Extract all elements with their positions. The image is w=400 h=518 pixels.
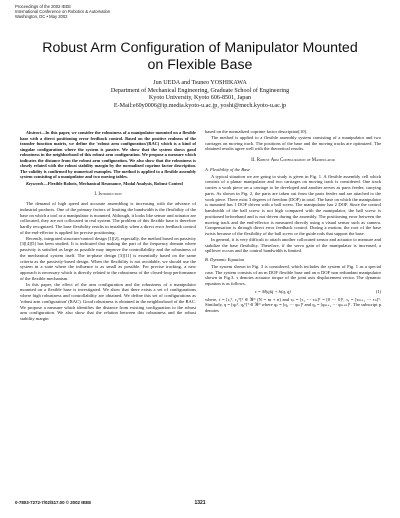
right-paragraph-4: The system shown in Fig. 3 is considered, which includes the system of Fig. 1 as a special case. The system consists of an m DOF flexible base and an n DOF non redundant manipulator shown in Fig.3. τ denotes actuator torque of the joint axis displacement vector. The dynamic equation is as follows, — [205, 263, 381, 286]
abstract-text: In this paper, we consider the robustness of a manipulator mounted on a flexible base with a direct positioning error feedback control. Based on the positive realness of the transfer function matrix, we define the 'robust arm configuration'(RAC) which is a kind of singular configuration where the system is passive. We show that the system shows good robustness in the neighborhood of this robust arm configuration. We propose a measure which indicates the distance from the robust arm configuration. We also show that the robustness is closely related with the robust stability margin by the normalized coprime factor description. The validity is confirmed by numerical examples. The method is applied to a flexible assembly system consisting of a manipulator and two moving tables. — [20, 130, 196, 180]
keywords — [20, 181, 196, 187]
header-line-2: International Conference on Robotics & Automation — [15, 8, 111, 14]
header-line-3: Washington, DC • May 2002 — [15, 13, 68, 19]
dynamic-equation — [205, 289, 381, 295]
author-block — [0, 80, 400, 110]
author-university: Kyoto University, Kyoto 606-8501, Japan — [148, 95, 252, 102]
right-paragraph-0: based on the normalized coprime factor description[10]. — [205, 129, 308, 134]
right-paragraph-3: In general, it is very difficult to attach another collocated sensor and actuator to measure and stabilize the base flexibility. Therefore, if the servo gain of the manipulator is increased, a spillover occurs and the control bandwidth is limited. — [205, 236, 381, 254]
keywords-label: Keywords— — [26, 180, 48, 186]
author-email: E-Mail:e60y0006@ip.media.kyoto-u.ac.jp, yoshi@mech.kyoto-u.ac.jp — [113, 102, 287, 109]
section-heading-robust-arm: II. Robust Arm Configuration of Manipulator — [251, 158, 335, 163]
copyright-footer: 0-7803-7272-7/02/$17.00 © 2002 IEEE — [15, 500, 92, 505]
right-paragraph-2: A typical situation we are going to study is given in Fig. 1. A flexible assembly cell which consists of a planar manipulator and two carriages on moving track is considered. One track carries a work piece on a carriage to be developed and another serves as parts feeder, carrying parts. As shown in Fig. 2, the parts are taken out from the parts feeder and are attached to the work piece. There exist 3 degrees of freedom (DOF) in total. The base on which the manipulator is mounted has 1 DOF driven with a ball screw. The manipulator has 2 DOF. Since the control bandwidth of the ball screw is not high compared with the manipulator, the ball screw is positioned beforehand and is not driven during the assembly. The positioning error between the moving track and the end-effector is measured directly using a visual sensor such as camera. Compensation is through direct error feedback control. During a motion, the root of the base twists because of the flexibility of the ball screw or the guide rods that support the base. — [205, 173, 381, 236]
title-line-1: Robust Arm Configuration of Manipulator Mounted — [42, 40, 358, 56]
page-number: 1321 — [194, 500, 206, 506]
right-column — [205, 129, 381, 314]
right-paragraph-1: The method is applied to a flexible assembly system consisting of a manipulator and two carriages on moving track. The positions of the base and the moving tracks are optimized. The obtained results agree well with the theoretical results. — [205, 134, 381, 152]
abstract — [20, 130, 196, 180]
right-paragraph-5: where, r = [r₁ᵀ, r₂ᵀ]ᵀ ∈ ℜᴺ (N = m + n) and τₚ = [τ₁ ⋯ τₘ]ᵀ = [0 ⋯ 0]ᵀ, τₐ = [τₘ₊₁ ⋯ τₙ]ᵀ. Similarly, q = [qₚᵀ, qₐᵀ]ᵀ ∈ ℜᴺ where qₚ = [q₁ ⋯ qₘ]ᵀ and qₐ = [qₘ₊₁ ⋯ qₘ₊ₙ]ᵀ. The subscript p denotes — [205, 296, 381, 313]
keywords-text: Flexible Robots, Mechanical Resonance, Modal Analysis, Robust Control — [47, 180, 183, 186]
equation-body: τ = M(q)q̈ + h(q, q̇) — [255, 288, 291, 294]
subsection-heading-dynamic: B. Dynamic Equation — [205, 257, 245, 262]
left-column — [20, 130, 196, 322]
abstract-label: Abstract— — [26, 130, 46, 135]
header-line-1: Proceedings of the 2002 IEEE — [15, 4, 72, 9]
section-heading-introduction: I. Introduction — [94, 192, 122, 198]
paper-title — [0, 40, 400, 74]
author-names: Jun UEDA and Tsuneo YOSHIKAWA — [153, 80, 247, 86]
subsection-heading-flexibility: A. Flexibility of the Base — [205, 166, 251, 172]
intro-paragraph-1: The demand of high speed and accurate assembling is increasing with the advance of industrial products. One of the primary factors of limiting the bandwidth is the flexibility of the base on which a tool or a manipulator is mounted. Although, it looks like sensor and actuator are collocated, they are not collocated in real system. The problem of this flexible base is therefore hardly recognized. The base flexibility results in instability when a direct error feedback control of the end-effector is applied for precise positioning. — [20, 201, 196, 235]
intro-paragraph-2: Recently, integrated structure/control design [1][2], especially, the method based on passivity [3][4][5] has been studied. It is indicated that making the part of the frequency domain where passivity is satisfied as large as possible may improve the controllability and the robustness of the mechanical system itself. The in-phase design [3][11] is essentially based on the same criteria as the passivity-based design. When the flexibility is not avoidable, we should use the system in a state where the influence is as small as possible. For precise tracking, a new approach is necessary which is directly related to the robustness of the closed-loop performance of the flexible mechanism. — [20, 235, 196, 281]
title-line-2: on Flexible Base — [147, 57, 253, 73]
conference-header — [15, 5, 110, 19]
author-department: Department of Mechanical Engineering, Graduate School of Engineering — [110, 87, 290, 94]
equation-number: (1) — [375, 288, 381, 294]
intro-paragraph-3: In this paper, the effect of the arm configuration and the robustness of a manipulator mounted on a flexible base is investigated. We show that there exists a set of configurations where high robustness and controllability are obtained. We define this set of configurations as 'robust arm configuration' (RAC). Good robustness is obtained in the neighborhood of the RAC. We propose a measure which identifies the distance from existing configuration to the robust arm configuration. We also show that the relation between this robustness and the robust stability margin — [20, 281, 196, 322]
